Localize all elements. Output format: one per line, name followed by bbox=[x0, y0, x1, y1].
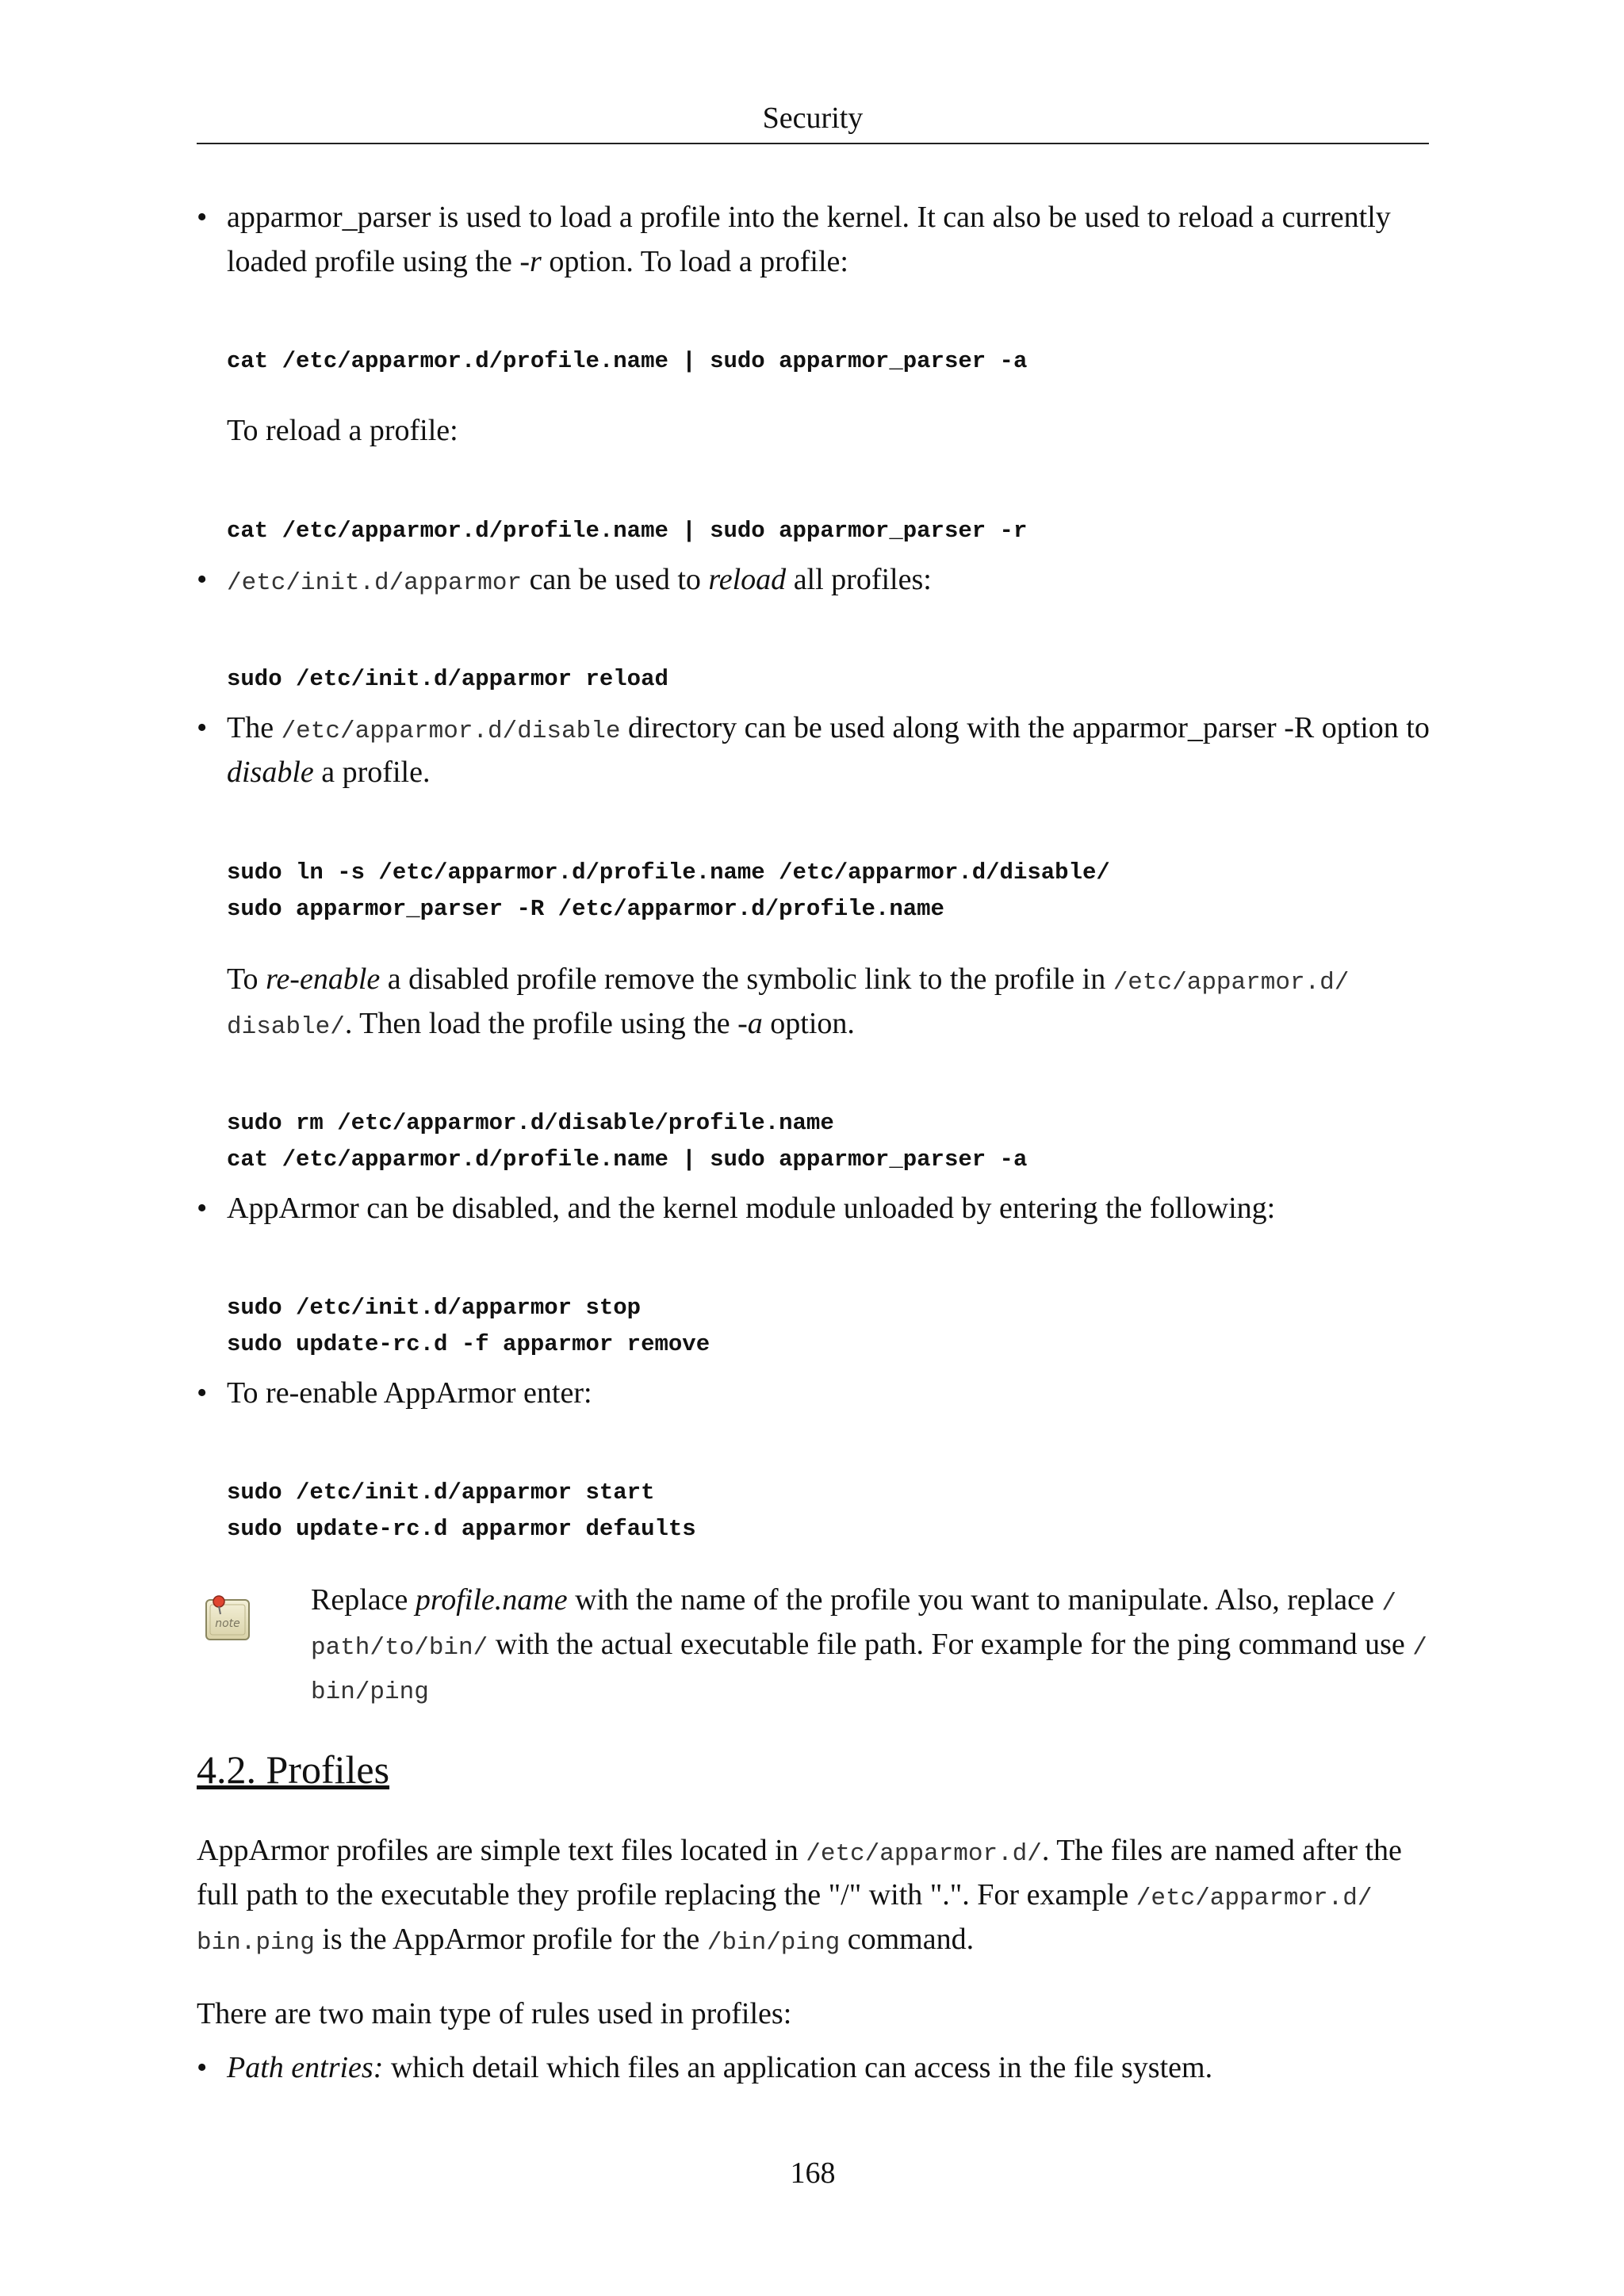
note-line-3: bin/ping bbox=[311, 1678, 429, 1706]
path-entries-bullet: Path entries: which detail which files an application can access in the file system. bbox=[227, 2051, 1213, 2084]
note-icon bbox=[203, 1592, 255, 1644]
rules-intro: There are two main type of rules used in profiles: bbox=[197, 1997, 792, 2030]
note-icon-label: note bbox=[215, 1617, 240, 1630]
bullet-1-line-1: apparmor_parser is used to load a profile into the kernel. It can also be used to reload a currently bbox=[227, 201, 1391, 234]
code-reload-profile: cat /etc/apparmor.d/profile.name | sudo apparmor_parser -r bbox=[227, 518, 1028, 544]
profiles-para-line-3: bin.ping is the AppArmor profile for the /bin/ping command. bbox=[197, 1923, 975, 1957]
bullet-marker: • bbox=[197, 201, 208, 234]
header-rule bbox=[197, 143, 1429, 144]
bullet-5-text: To re-enable AppArmor enter: bbox=[227, 1376, 592, 1410]
bullet-marker: • bbox=[197, 563, 208, 596]
code-start-2: sudo update-rc.d apparmor defaults bbox=[227, 1516, 696, 1542]
reload-profile-text: To reload a profile: bbox=[227, 414, 458, 447]
running-header: Security bbox=[762, 101, 864, 135]
bullet-4-text: AppArmor can be disabled, and the kernel module unloaded by entering the following: bbox=[227, 1192, 1276, 1225]
code-re-enable-2: cat /etc/apparmor.d/profile.name | sudo apparmor_parser -a bbox=[227, 1146, 1028, 1173]
page-number: 168 bbox=[790, 2156, 836, 2190]
bullet-3-line-2: disable a profile. bbox=[227, 756, 431, 789]
code-stop-2: sudo update-rc.d -f apparmor remove bbox=[227, 1331, 710, 1357]
profiles-para-line-1: AppArmor profiles are simple text files located in /etc/apparmor.d/. The files are named after the bbox=[197, 1834, 1402, 1868]
bullet-3-line-1: The /etc/apparmor.d/disable directory can be used along with the apparmor_parser -R option to bbox=[227, 711, 1430, 745]
profiles-para-line-2: full path to the executable they profile replacing the "/" with ".". For example /etc/apparmor.d/ bbox=[197, 1878, 1373, 1912]
bullet-marker: • bbox=[197, 711, 208, 744]
re-enable-line-1: To re-enable a disabled profile remove the symbolic link to the profile in /etc/apparmor.d/ bbox=[227, 962, 1350, 997]
code-load-profile: cat /etc/apparmor.d/profile.name | sudo apparmor_parser -a bbox=[227, 348, 1028, 374]
section-title: 4.2. Profiles bbox=[197, 1747, 390, 1792]
code-re-enable-1: sudo rm /etc/apparmor.d/disable/profile.name bbox=[227, 1110, 834, 1136]
code-start-1: sudo /etc/init.d/apparmor start bbox=[227, 1479, 655, 1506]
note-line-1: Replace profile.name with the name of the profile you want to manipulate. Also, replace / bbox=[311, 1583, 1396, 1617]
note-line-2: path/to/bin/ with the actual executable file path. For example for the ping command use / bbox=[311, 1628, 1427, 1662]
code-reload-all: sudo /etc/init.d/apparmor reload bbox=[227, 666, 668, 692]
re-enable-line-2: disable/. Then load the profile using the -a option. bbox=[227, 1007, 855, 1041]
bullet-marker: • bbox=[197, 2051, 208, 2084]
bullet-1-line-2: loaded profile using the -r option. To load a profile: bbox=[227, 245, 848, 278]
bullet-marker: • bbox=[197, 1376, 208, 1410]
code-stop-1: sudo /etc/init.d/apparmor stop bbox=[227, 1295, 642, 1321]
bullet-marker: • bbox=[197, 1192, 208, 1225]
code-disable-2: sudo apparmor_parser -R /etc/apparmor.d/profile.name bbox=[227, 896, 944, 922]
bullet-2-text: /etc/init.d/apparmor can be used to reload all profiles: bbox=[227, 563, 932, 597]
code-disable-1: sudo ln -s /etc/apparmor.d/profile.name /etc/apparmor.d/disable/ bbox=[227, 859, 1110, 886]
